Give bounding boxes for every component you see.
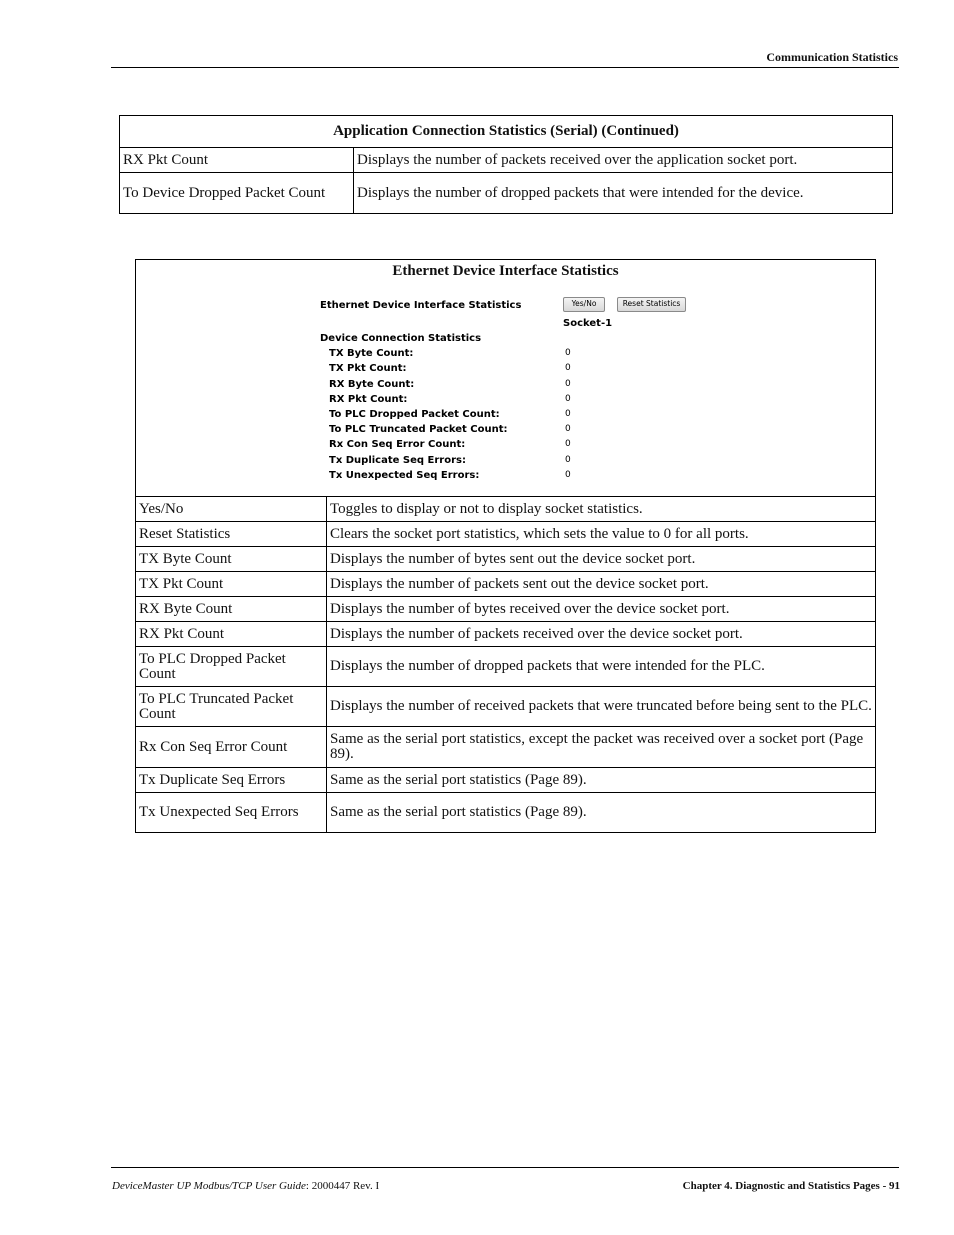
table-row (136, 522, 876, 547)
table-row (136, 597, 876, 622)
stat-value: 0 (565, 455, 571, 465)
table-row (136, 687, 876, 727)
stat-value: 0 (565, 363, 571, 373)
ethernet-device-stats-table (135, 259, 876, 833)
description-cell: Displays the number of bytes received over the device socket port. (327, 597, 876, 622)
description-cell: Toggles to display or not to display socket statistics. (327, 497, 876, 522)
table-row (136, 793, 876, 833)
description-cell: Displays the number of packets received over the application socket port. (354, 148, 893, 173)
table-row (136, 497, 876, 522)
stat-value: 0 (565, 409, 571, 419)
stat-value: 0 (565, 424, 571, 434)
stat-label: To PLC Truncated Packet Count: (329, 424, 508, 435)
term-cell: RX Byte Count (136, 597, 327, 622)
description-cell: Same as the serial port statistics (Page 89). (327, 793, 876, 833)
stat-label: To PLC Dropped Packet Count: (329, 409, 500, 420)
section-label: Device Connection Statistics (320, 333, 482, 344)
yes-no-button[interactable]: Yes/No (563, 297, 605, 312)
footer-chapter: Chapter 4. Diagnostic and Statistics Pages - 91 (682, 1180, 900, 1192)
table-row (136, 572, 876, 597)
guide-title: DeviceMaster UP Modbus/TCP User Guide (112, 1180, 306, 1192)
table-row (136, 768, 876, 793)
stat-label: TX Pkt Count: (329, 363, 407, 374)
term-cell: To PLC Truncated Packet Count (136, 687, 327, 727)
stat-value: 0 (565, 394, 571, 404)
table-title: Ethernet Device Interface Statistics (392, 263, 619, 279)
description-cell: Displays the number of dropped packets that were intended for the device. (354, 173, 893, 214)
term-cell: RX Pkt Count (120, 148, 354, 173)
table-row (136, 547, 876, 572)
stat-value: 0 (565, 439, 571, 449)
table-title: Application Connection Statistics (Serial) (Continued) (120, 116, 893, 148)
embedded-screenshot (320, 296, 740, 486)
stat-value: 0 (565, 348, 571, 358)
table-row (120, 173, 893, 214)
socket-label: Socket-1 (563, 318, 613, 329)
footer-divider (111, 1167, 899, 1168)
screenshot-cell (136, 260, 876, 497)
description-cell: Same as the serial port statistics, except the packet was received over a socket port (Page 89). (327, 727, 876, 768)
table-row (136, 727, 876, 768)
description-cell: Displays the number of packets received over the device socket port. (327, 622, 876, 647)
app-connection-stats-table (119, 115, 893, 214)
stat-label: Tx Duplicate Seq Errors: (329, 455, 466, 466)
term-cell: Rx Con Seq Error Count (136, 727, 327, 768)
term-cell: Tx Duplicate Seq Errors (136, 768, 327, 793)
stat-label: Rx Con Seq Error Count: (329, 439, 466, 450)
description-cell: Displays the number of received packets that were truncated before being sent to the PLC. (327, 687, 876, 727)
description-cell: Same as the serial port statistics (Page 89). (327, 768, 876, 793)
stat-value: 0 (565, 379, 571, 389)
screenshot-heading: Ethernet Device Interface Statistics (320, 300, 522, 311)
stat-label: RX Pkt Count: (329, 394, 408, 405)
term-cell: RX Pkt Count (136, 622, 327, 647)
stat-label: TX Byte Count: (329, 348, 414, 359)
header-divider (111, 67, 899, 68)
section-title: Communication Statistics (766, 50, 898, 64)
term-cell: TX Pkt Count (136, 572, 327, 597)
term-cell: Reset Statistics (136, 522, 327, 547)
doc-number: : 2000447 Rev. I (305, 1180, 380, 1192)
term-cell: To Device Dropped Packet Count (120, 173, 354, 214)
stat-label: RX Byte Count: (329, 379, 415, 390)
term-cell: Yes/No (136, 497, 327, 522)
term-cell: TX Byte Count (136, 547, 327, 572)
term-cell: Tx Unexpected Seq Errors (136, 793, 327, 833)
footer-document-info (112, 1180, 379, 1192)
description-cell: Displays the number of dropped packets that were intended for the PLC. (327, 647, 876, 687)
reset-statistics-button[interactable]: Reset Statistics (617, 297, 686, 312)
term-cell: To PLC Dropped Packet Count (136, 647, 327, 687)
table-row (136, 647, 876, 687)
table-row (120, 148, 893, 173)
description-cell: Clears the socket port statistics, which sets the value to 0 for all ports. (327, 522, 876, 547)
table-row (136, 622, 876, 647)
stat-value: 0 (565, 470, 571, 480)
description-cell: Displays the number of bytes sent out the device socket port. (327, 547, 876, 572)
description-cell: Displays the number of packets sent out the device socket port. (327, 572, 876, 597)
stat-label: Tx Unexpected Seq Errors: (329, 470, 480, 481)
